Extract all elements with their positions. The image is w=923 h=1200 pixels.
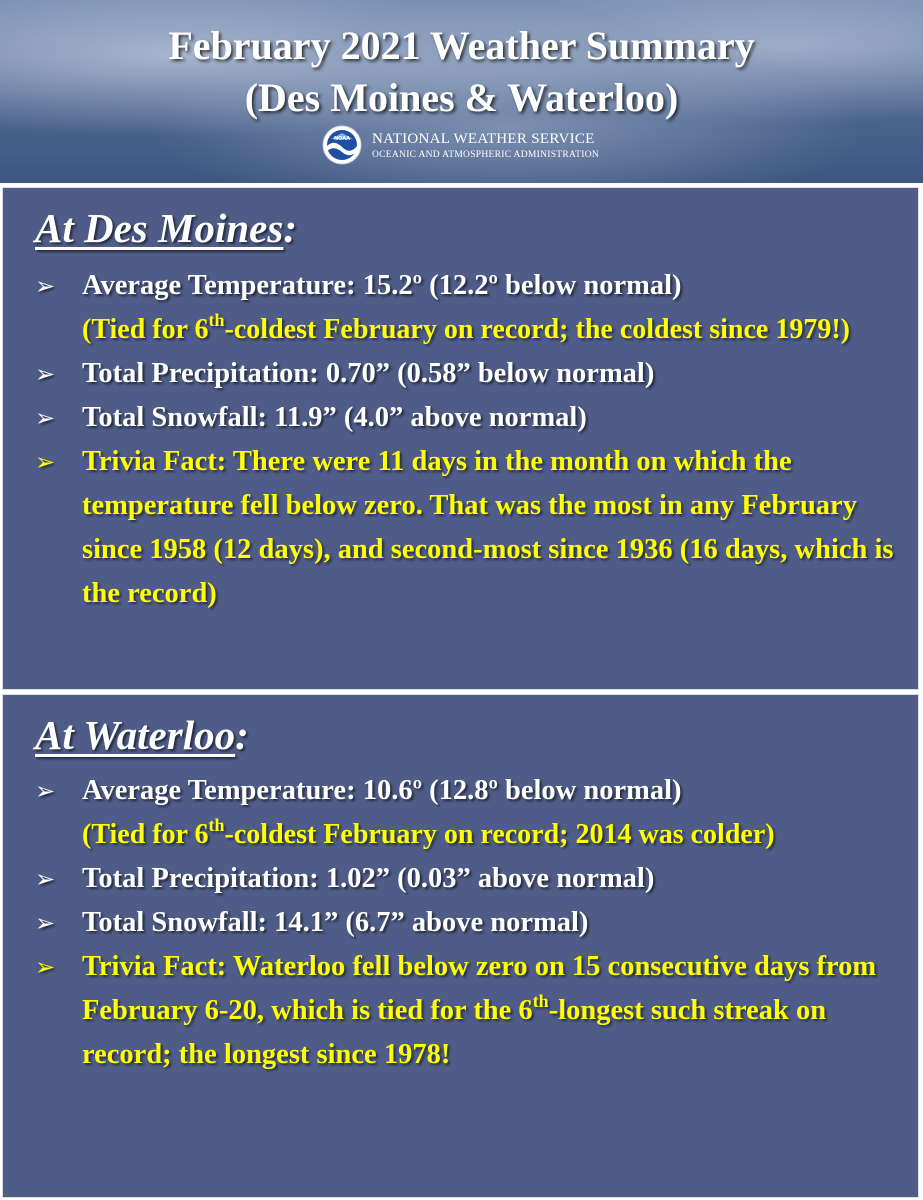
bullet-arrow-icon: ➢ [35,909,56,937]
agency-line-2: OCEANIC AND ATMOSPHERIC ADMINISTRATION [372,150,600,160]
list-item-precip [35,857,900,901]
avg-temp-text: Average Temperature: 10.6º (12.8º below normal) [82,775,682,806]
bullet-arrow-icon: ➢ [35,865,56,893]
list-item-snow [35,901,900,945]
trivia-text: Trivia Fact: There were 11 days in the month on which the temperature fell below zero. That was the most in any February since 1958 (12 days), and second-most since 1936 (16 days, which is the record) [82,446,894,609]
logo-text: NOAA [333,136,351,142]
avg-temp-note: (Tied for 6th-coldest February on record; 2014 was colder) [82,814,775,850]
bullet-arrow-icon: ➢ [35,404,56,432]
bullet-arrow-icon: ➢ [35,360,56,388]
noaa-logo-icon [322,125,362,165]
agency-name [372,130,599,162]
des-moines-stats-list [35,264,900,616]
snow-text: Total Snowfall: 14.1” (6.7” above normal) [82,907,589,938]
waterloo-stats-list [35,769,900,1077]
des-moines-heading [35,204,297,252]
title-line-1: February 2021 Weather Summary [168,23,755,68]
avg-temp-text: Average Temperature: 15.2º (12.2º below normal) [82,270,682,301]
list-item-trivia [35,440,900,616]
waterloo-heading [35,711,249,759]
title-line-2: (Des Moines & Waterloo) [244,75,679,120]
page-title [0,20,923,124]
des-moines-panel [2,187,919,690]
list-item-snow [35,396,900,440]
list-item-precip [35,352,900,396]
precip-text: Total Precipitation: 1.02” (0.03” above normal) [82,863,655,894]
bullet-arrow-icon: ➢ [35,448,56,476]
list-item-avg-temp [35,769,900,857]
precip-text: Total Precipitation: 0.70” (0.58” below normal) [82,358,655,389]
des-moines-heading-text: At Des Moines [35,205,284,251]
avg-temp-note: (Tied for 6th-coldest February on record; the coldest since 1979!) [82,309,851,345]
trivia-text: Trivia Fact: Waterloo fell below zero on 15 consecutive days from February 6-20, which is tied for the 6th-longest such streak on record; the longest since 1978! [82,951,877,1070]
list-item-avg-temp [35,264,900,352]
waterloo-heading-text: At Waterloo [35,712,236,758]
header-banner [0,0,923,183]
bullet-arrow-icon: ➢ [35,953,56,981]
snow-text: Total Snowfall: 11.9” (4.0” above normal) [82,402,587,433]
bullet-arrow-icon: ➢ [35,777,56,805]
waterloo-panel [2,694,919,1198]
heading-colon: : [235,712,249,758]
list-item-trivia [35,945,900,1077]
bullet-arrow-icon: ➢ [35,272,56,300]
agency-line-1: NATIONAL WEATHER SERVICE [372,131,595,147]
heading-colon: : [283,205,297,251]
